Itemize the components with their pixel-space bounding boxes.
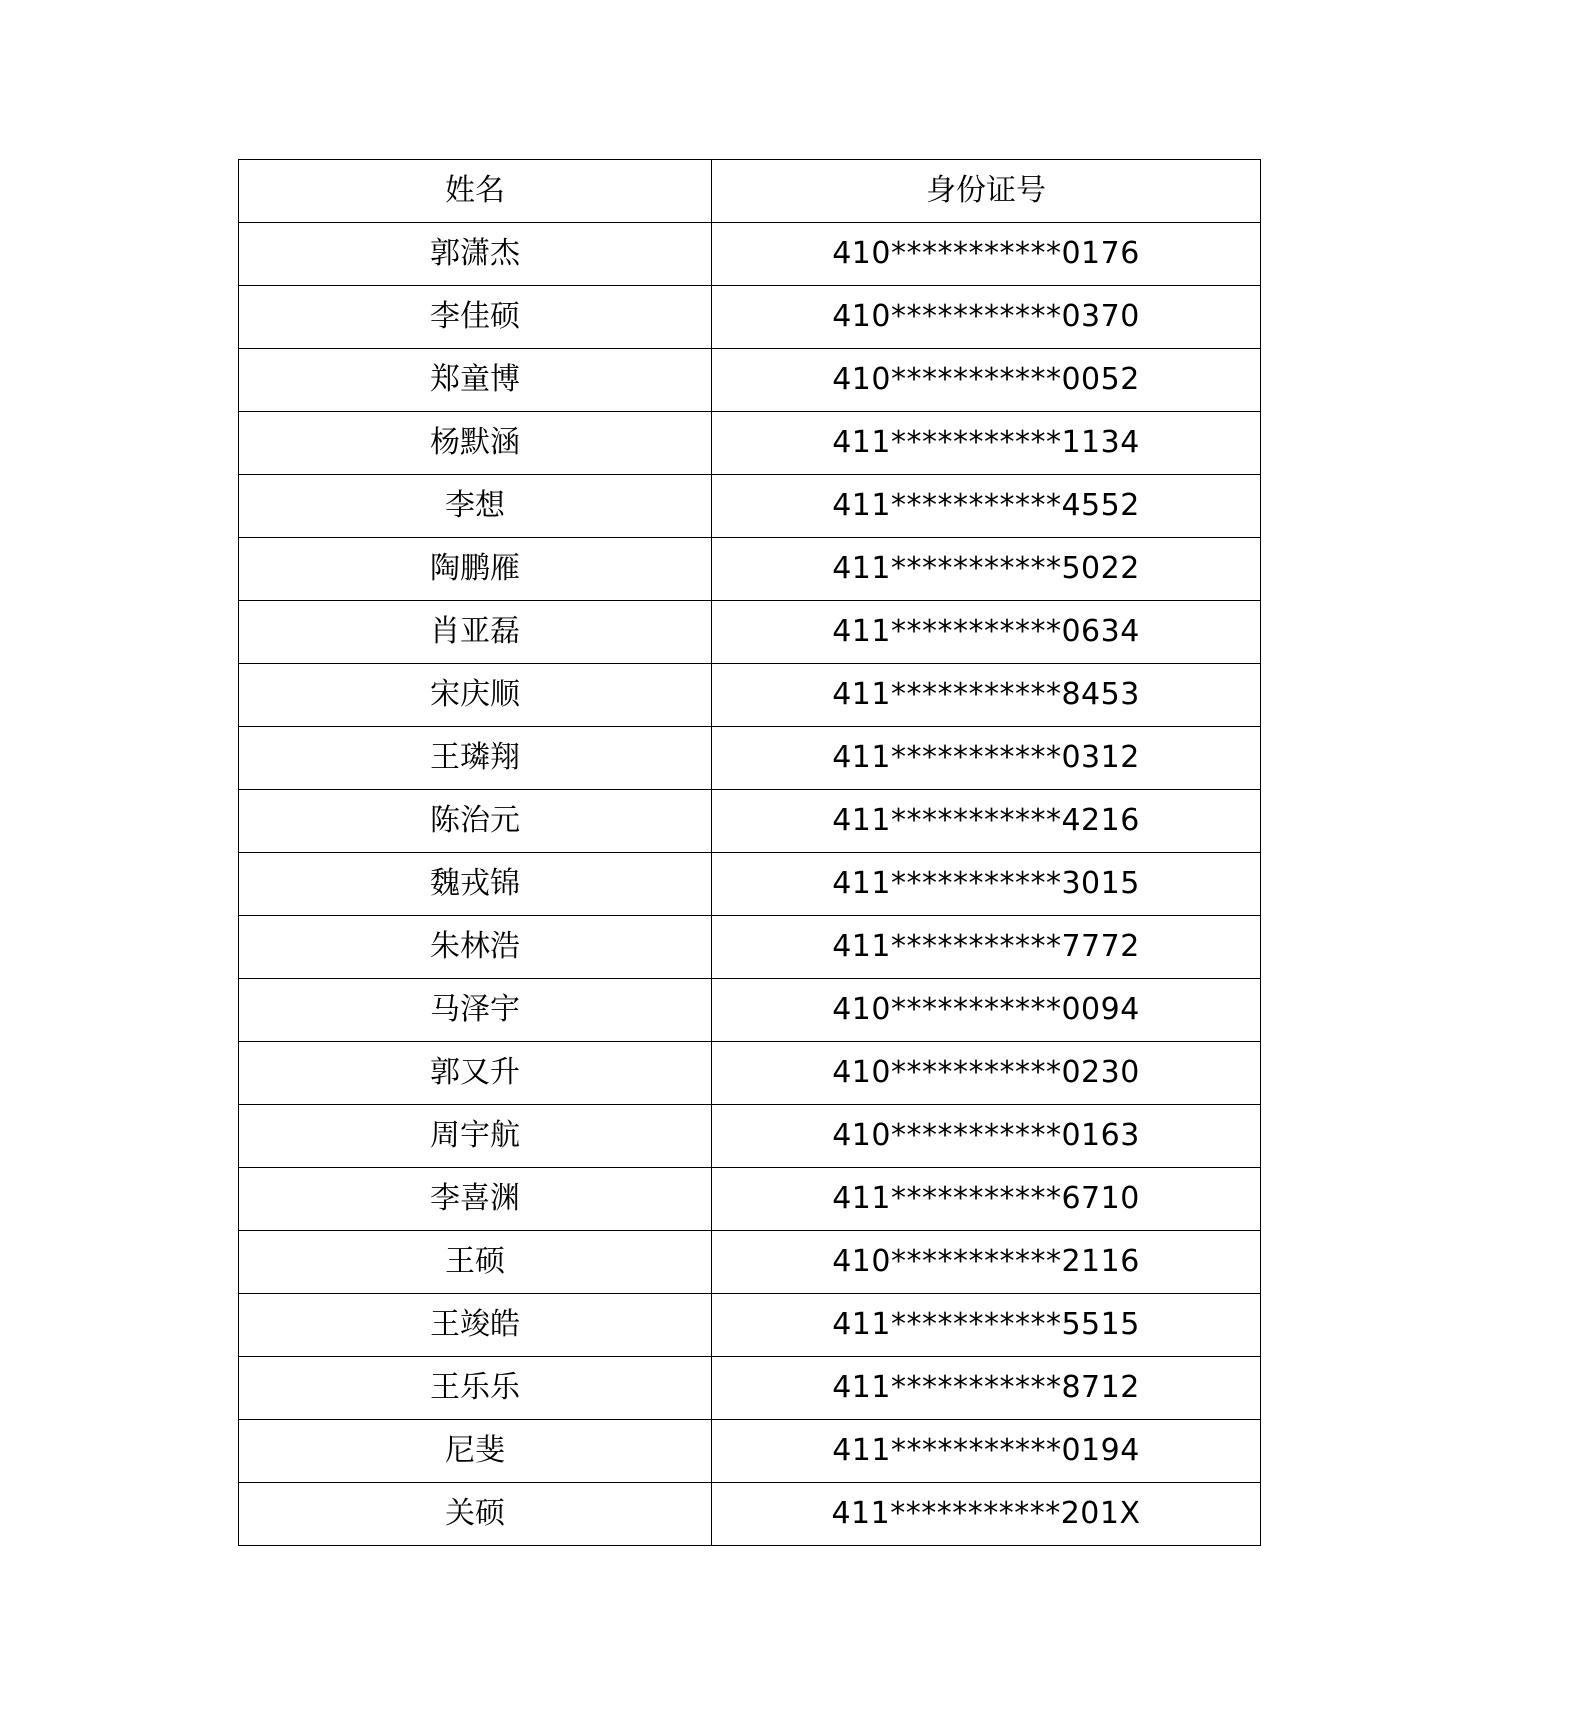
cell-name: 马泽宇 [239,979,712,1042]
cell-id-number: 410***********0370 [712,286,1261,349]
table-row [239,286,1261,349]
cell-name: 肖亚磊 [239,601,712,664]
table-row [239,1483,1261,1546]
table-row [239,538,1261,601]
cell-id-number: 411***********5022 [712,538,1261,601]
cell-name: 李想 [239,475,712,538]
table-row [239,1420,1261,1483]
header-name: 姓名 [239,160,712,223]
table-row [239,727,1261,790]
header-row [239,160,1261,223]
cell-id-number: 411***********5515 [712,1294,1261,1357]
cell-name: 郭又升 [239,1042,712,1105]
cell-id-number: 411***********4216 [712,790,1261,853]
cell-id-number: 411***********4552 [712,475,1261,538]
cell-id-number: 411***********7772 [712,916,1261,979]
cell-name: 朱林浩 [239,916,712,979]
table-row [239,916,1261,979]
cell-name: 关硕 [239,1483,712,1546]
cell-name: 李佳硕 [239,286,712,349]
cell-name: 宋庆顺 [239,664,712,727]
cell-name: 王乐乐 [239,1357,712,1420]
table-row [239,979,1261,1042]
cell-id-number: 411***********1134 [712,412,1261,475]
cell-name: 郭潇杰 [239,223,712,286]
cell-name: 郑童博 [239,349,712,412]
roster-body [239,223,1261,1546]
table-row [239,664,1261,727]
cell-name: 杨默涵 [239,412,712,475]
header-id-number: 身份证号 [712,160,1261,223]
cell-id-number: 411***********8712 [712,1357,1261,1420]
cell-name: 陶鹏雁 [239,538,712,601]
cell-name: 王璘翔 [239,727,712,790]
cell-id-number: 411***********201X [712,1483,1261,1546]
table-row [239,412,1261,475]
cell-id-number: 411***********0194 [712,1420,1261,1483]
cell-name: 魏戎锦 [239,853,712,916]
cell-id-number: 410***********0094 [712,979,1261,1042]
cell-name: 王竣皓 [239,1294,712,1357]
table-row [239,1294,1261,1357]
cell-id-number: 411***********0634 [712,601,1261,664]
table-row [239,1105,1261,1168]
cell-id-number: 410***********0163 [712,1105,1261,1168]
cell-id-number: 411***********3015 [712,853,1261,916]
table-row [239,790,1261,853]
table-row [239,349,1261,412]
cell-id-number: 410***********0230 [712,1042,1261,1105]
cell-id-number: 410***********2116 [712,1231,1261,1294]
table-row [239,475,1261,538]
cell-name: 李喜渊 [239,1168,712,1231]
cell-id-number: 411***********6710 [712,1168,1261,1231]
cell-id-number: 411***********8453 [712,664,1261,727]
cell-name: 陈治元 [239,790,712,853]
roster-table [238,159,1261,1546]
cell-name: 尼斐 [239,1420,712,1483]
table-row [239,601,1261,664]
table-row [239,1231,1261,1294]
table-row [239,1168,1261,1231]
cell-name: 王硕 [239,1231,712,1294]
cell-name: 周宇航 [239,1105,712,1168]
cell-id-number: 410***********0176 [712,223,1261,286]
table-row [239,1357,1261,1420]
table-row [239,1042,1261,1105]
table-row [239,223,1261,286]
cell-id-number: 411***********0312 [712,727,1261,790]
cell-id-number: 410***********0052 [712,349,1261,412]
table-row [239,853,1261,916]
